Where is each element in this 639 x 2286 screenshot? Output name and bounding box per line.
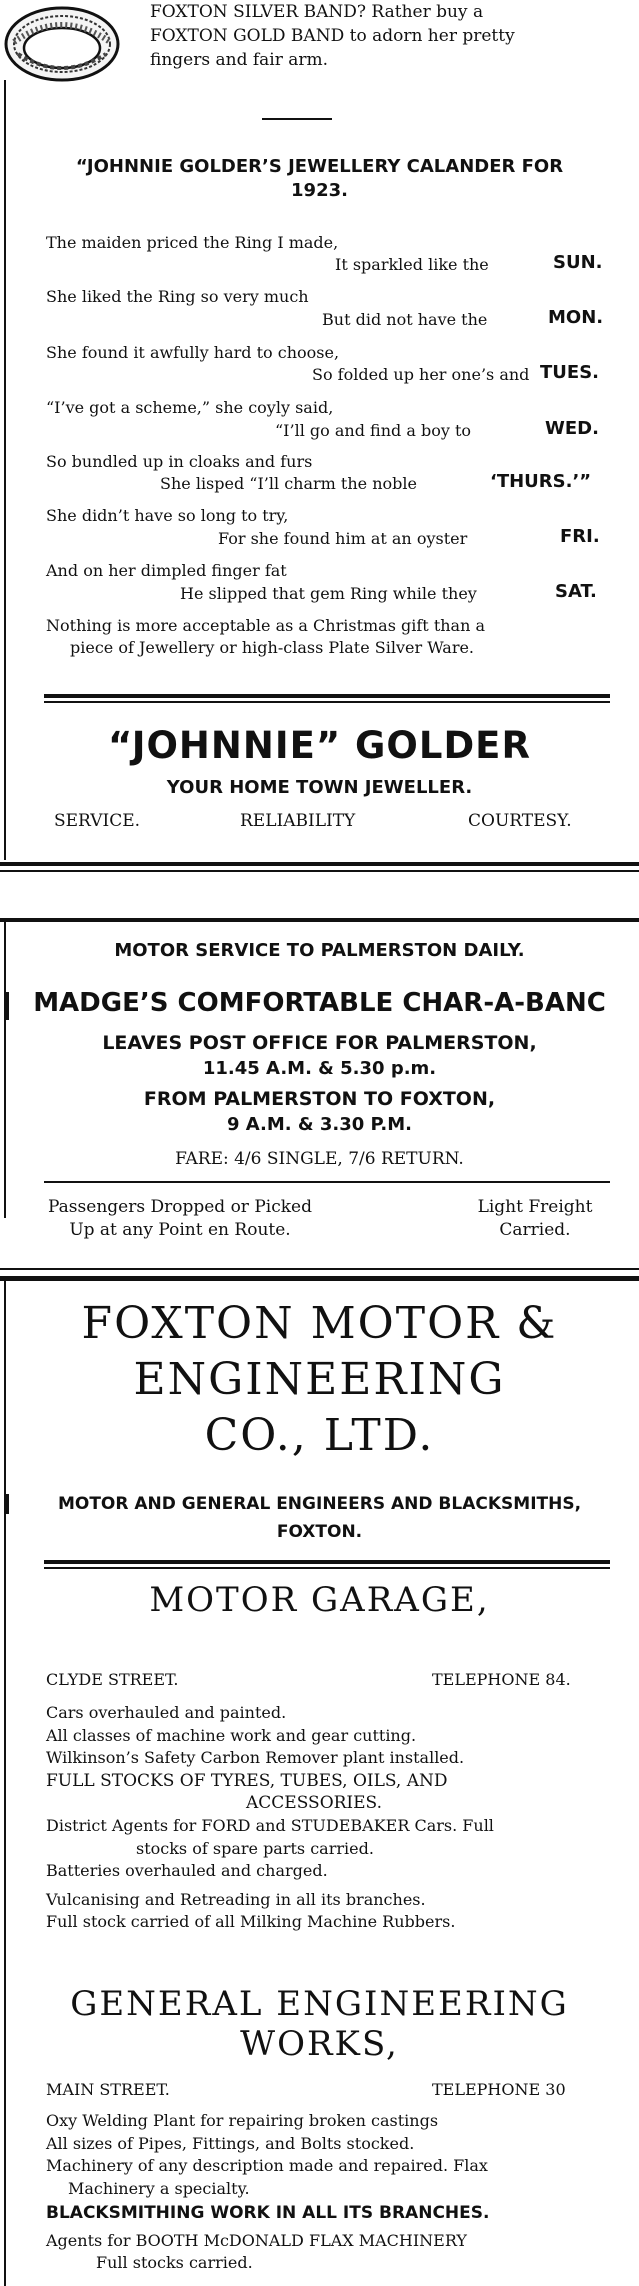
company-name	[0, 1296, 639, 1464]
section-divider	[0, 1276, 639, 1281]
passenger-note-line: Passengers Dropped or Picked	[48, 1197, 312, 1217]
works-title-line: WORKS,	[240, 2024, 399, 2064]
agents-line: Full stocks carried.	[96, 2253, 253, 2272]
day-label: ‘THURS.’”	[490, 471, 592, 492]
verse-line: The maiden priced the Ring I made,	[46, 233, 339, 252]
verse-line: And on her dimpled finger fat	[46, 561, 287, 580]
calendar-title	[0, 155, 639, 203]
passenger-note	[30, 1196, 330, 1242]
intro-line: fingers and fair arm.	[150, 50, 329, 70]
verse-line: For she found him at an oyster	[218, 529, 468, 548]
day-label: SAT.	[555, 581, 597, 602]
freight-note-line: Light Freight	[477, 1197, 593, 1217]
works-line: All sizes of Pipes, Fittings, and Bolts stocked.	[46, 2133, 415, 2153]
service-line: District Agents for FORD and STUDEBAKER Cars. Full	[46, 1815, 494, 1835]
works-title	[0, 1984, 639, 2064]
blacksmithing-line: BLACKSMITHING WORK IN ALL ITS BRANCHES.	[46, 2203, 490, 2223]
verse-line: She found it awfully hard to choose,	[46, 343, 340, 362]
thick-rule	[44, 694, 610, 698]
calendar-title-line: “JOHNNIE GOLDER’S JEWELLERY CALANDER FOR	[75, 156, 564, 177]
charabanc-title: MADGE’S COMFORTABLE CHAR-A-BANC	[33, 988, 606, 1018]
works-line: Oxy Welding Plant for repairing broken castings	[46, 2111, 439, 2130]
verse-line: But did not have the	[322, 310, 488, 329]
return-times: 9 A.M. & 3.30 P.M.	[226, 1114, 413, 1135]
thin-rule	[44, 1567, 610, 1569]
service-line: Cars overhauled and painted.	[46, 1703, 287, 1722]
verse-line: She lisped “I’ll charm the noble	[160, 474, 417, 493]
closing-line: Nothing is more acceptable as a Christmas gift than a	[46, 616, 486, 635]
garage-phone: TELEPHONE 84.	[432, 1670, 571, 1689]
verse-line: “I’ve got a scheme,” she coyly said,	[46, 398, 334, 417]
day-label: WED.	[545, 418, 599, 439]
service-line: Full stock carried of all Milking Machine Rubbers.	[46, 1912, 456, 1932]
company-subtitle-line: MOTOR AND GENERAL ENGINEERS AND BLACKSMITHS,	[57, 1494, 582, 1514]
verse-line: She liked the Ring so very much	[46, 287, 309, 306]
value-courtesy: COURTESY.	[468, 811, 572, 831]
section-divider	[0, 862, 639, 866]
day-label: FRI.	[560, 526, 600, 547]
service-line: FULL STOCKS OF TYRES, TUBES, OILS, AND	[46, 1770, 448, 1791]
value-service: SERVICE.	[54, 811, 141, 831]
service-line: stocks of spare parts carried.	[136, 1838, 374, 1858]
company-name-line: CO., LTD.	[204, 1410, 435, 1461]
freight-note-line: Carried.	[499, 1220, 571, 1240]
closing-line: piece of Jewellery or high-class Plate Silver Ware.	[70, 638, 475, 657]
verse-line: So folded up her one’s and	[312, 365, 530, 384]
works-line: Machinery a specialty.	[68, 2178, 250, 2198]
verse-line: He slipped that gem Ring while they	[180, 584, 477, 603]
thin-rule	[44, 701, 610, 703]
works-title-line: GENERAL ENGINEERING	[70, 1984, 569, 2024]
departure-line: LEAVES POST OFFICE FOR PALMERSTON,	[102, 1032, 537, 1054]
verse-line: It sparkled like the	[335, 255, 489, 274]
garage-street: CLYDE STREET.	[46, 1670, 179, 1689]
freight-note	[440, 1196, 630, 1242]
works-line: Machinery of any description made and repaired. Flax	[46, 2156, 488, 2176]
agents-line: Agents for BOOTH McDONALD FLAX MACHINERY	[46, 2231, 467, 2250]
service-line: Wilkinson’s Safety Carbon Remover plant installed.	[46, 1748, 465, 1768]
gold-ring-illustration	[2, 2, 122, 88]
company-subtitle	[0, 1490, 639, 1546]
calendar-title-line: 1923.	[291, 180, 348, 201]
service-line: All classes of machine work and gear cutting.	[46, 1725, 417, 1745]
jeweller-name: “JOHNNIE” GOLDER	[108, 724, 531, 767]
day-label: SUN.	[553, 252, 603, 273]
works-street: MAIN STREET.	[46, 2080, 170, 2099]
verse-line: “I’ll go and find a boy to	[275, 421, 472, 440]
thin-rule	[44, 1181, 610, 1183]
short-divider	[262, 118, 332, 120]
service-header: MOTOR SERVICE TO PALMERSTON DAILY.	[114, 940, 525, 961]
value-reliability: RELIABILITY	[240, 811, 356, 831]
column-border	[4, 80, 6, 860]
closing-text	[46, 615, 485, 659]
day-label: MON.	[548, 307, 604, 328]
section-divider	[0, 1268, 639, 1270]
thick-rule	[44, 1560, 610, 1564]
verse-line: She didn’t have so long to try,	[46, 506, 289, 525]
section-divider	[0, 870, 639, 872]
works-services	[46, 2110, 488, 2200]
jeweller-tagline: YOUR HOME TOWN JEWELLER.	[166, 777, 473, 798]
box-top-rule	[0, 918, 639, 922]
agents-text	[46, 2230, 467, 2274]
service-line: Batteries overhauled and charged.	[46, 1861, 328, 1881]
intro-line: FOXTON GOLD BAND to adorn her pretty	[150, 26, 515, 46]
company-name-line: FOXTON MOTOR &	[81, 1298, 558, 1349]
garage-services	[46, 1702, 494, 1934]
passenger-note-line: Up at any Point en Route.	[69, 1220, 291, 1240]
company-name-line: ENGINEERING	[133, 1354, 506, 1405]
service-line: ACCESSORIES.	[246, 1793, 382, 1814]
intro-text	[150, 0, 515, 72]
works-phone: TELEPHONE 30	[432, 2080, 566, 2099]
verse-line: So bundled up in cloaks and furs	[46, 452, 313, 471]
service-line: Vulcanising and Retreading in all its branches.	[46, 1889, 426, 1909]
departure-times: 11.45 A.M. & 5.30 p.m.	[202, 1058, 437, 1079]
day-label: TUES.	[540, 362, 599, 383]
company-subtitle-line: FOXTON.	[276, 1522, 363, 1542]
intro-line: FOXTON SILVER BAND? Rather buy a	[150, 2, 484, 22]
fare-line: FARE: 4/6 SINGLE, 7/6 RETURN.	[175, 1149, 464, 1169]
return-line: FROM PALMERSTON TO FOXTON,	[143, 1088, 496, 1110]
garage-title: MOTOR GARAGE,	[149, 1580, 490, 1620]
